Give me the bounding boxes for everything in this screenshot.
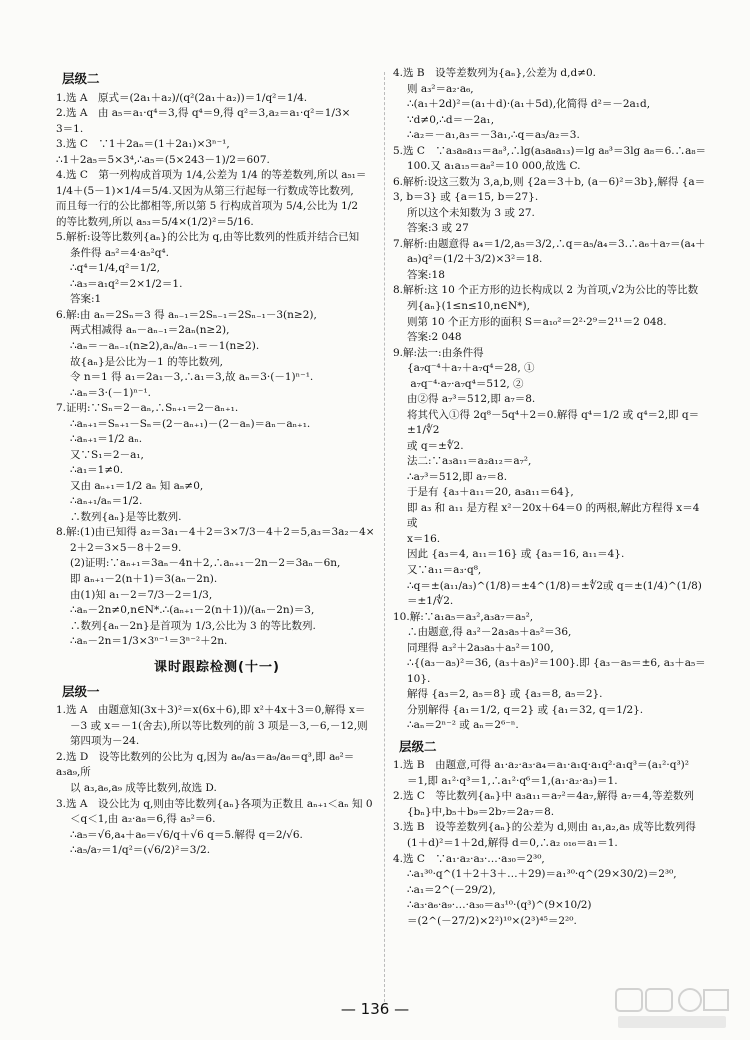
text-line: ∴a₁＝2^(－29/2),: [407, 883, 496, 896]
text-line: 列{aₙ}(1≤n≤10,n∈N*),: [407, 299, 530, 312]
text-line: ∴数列{aₙ}是等比数列.: [70, 510, 182, 523]
text-line: ∴{(a₃－a₅)²＝36, (a₃＋a₅)²＝100}.即 {a₃－a₅＝±6, a₃＋a₅＝10}.: [407, 657, 706, 685]
text-line: 两式相减得 aₙ－aₙ₋₁＝2aₙ(n≥2),: [70, 324, 230, 337]
text-line: 答案:1: [70, 293, 102, 306]
text-line: 令 n＝1 得 a₁＝2a₁－3,∴a₁＝3,故 aₙ＝3·(－1)ⁿ⁻¹.: [70, 371, 314, 384]
text-line: ∴a₂＝－a₁,a₃＝－3a₁,∴q＝a₃/a₂＝3.: [407, 129, 580, 142]
text-line: 则第 10 个正方形的面积 S＝a₁₀²＝2²·2⁹＝2¹¹＝2 048.: [407, 315, 667, 328]
text-line: 3.选 A 设公比为 q,则由等比数列{aₙ}各项为正数且 aₙ₊₁＜aₙ 知 0: [56, 797, 373, 810]
text-line: ∴aₙ₊₁/aₙ＝1/2.: [70, 495, 143, 508]
text-line: 答案:3 或 27: [407, 222, 469, 235]
text-line: 2.选 C 等比数列{aₙ}中 a₃a₁₁＝a₇²＝4a₇,解得 a₇＝4,等差数列: [393, 790, 695, 803]
text-line: 4.选 B 设等差数列为{aₙ},公差为 d,d≠0.: [393, 67, 597, 79]
text-line: 分别解得 {a₁＝1/2, q＝2} 或 {a₁＝32, q＝1/2}.: [407, 703, 644, 716]
text-line: ∴1＋2a₅＝5×3⁴,∴a₅＝(5×243－1)/2＝607.: [56, 153, 270, 166]
text-line: 10.解:∵a₁a₅＝a₃²,a₃a₇＝a₅²,: [393, 610, 534, 623]
text-line: 8.解析:这 10 个正方形的边长构成以 2 为首项,√2为公比的等比数: [393, 284, 699, 297]
text-line: ∴a₃＝a₁q²＝2×1/2＝1.: [70, 277, 183, 290]
text-line: {bₙ}中,b₅＋b₉＝2b₇＝2a₇＝8.: [407, 805, 555, 818]
text-line: 2.选 D 设等比数列的公比为 q,因为 a₆/a₃＝a₉/a₆＝q³,即 a₆²＝a₃a₉,所: [56, 750, 355, 779]
text-line: 9.解:法一:由条件得: [393, 346, 484, 359]
column-divider: [384, 72, 385, 1002]
text-line: 100.又 a₁a₁₅＝a₈²＝10 000,故选 C.: [407, 160, 581, 173]
text-line: 而且每一行的公比都相等,所以第 5 行构成首项为 5/4,公比为 1/2: [56, 200, 359, 213]
text-line: ∴a₅＝√6,a₄＋a₆＝√6/q＋√6 q＝5.解得 q＝2/√6.: [70, 828, 303, 841]
text-line: 1/4＋(5－1)×1/4＝5/4.又因为从第三行起每一行数成等比数列,: [56, 184, 354, 197]
text-line: 7.解析:由题意得 a₄＝1/2,a₅＝3/2,∴q＝a₅/a₄＝3.∴a₆＋a₇＝(a₄＋: [393, 237, 706, 250]
text-line: 2＋2＝3×5－8＋2＝9.: [70, 541, 182, 554]
text-line: a₇q⁻⁴·a₇·a₇q⁴＝512, ②: [407, 377, 524, 390]
text-line: 4.选 C ∵a₁·a₂·a₃·…·a₃₀＝2³⁰,: [393, 852, 545, 865]
left-column: [56, 66, 378, 859]
text-line: {a₇q⁻⁴＋a₇＋a₇q⁴＝28, ①: [407, 362, 535, 375]
text-line: 因此 {a₃＝4, a₁₁＝16} 或 {a₃＝16, a₁₁＝4}.: [407, 548, 625, 561]
text-line: 或 q＝±∜2.: [407, 439, 464, 452]
text-line: ∴数列{aₙ－2n}是首项为 1/3,公比为 3 的等比数列.: [70, 619, 316, 632]
text-line: 故{aₙ}是公比为－1 的等比数列,: [70, 355, 224, 368]
text-line: 1.选 A 原式＝(2a₁＋a₂)/(q²(2a₁＋a₂))＝1/q²＝1/4.: [56, 91, 308, 104]
text-line: ∴a₁＝1≠0.: [70, 464, 124, 477]
text-line: 1.选 B 由题意,可得 a₁·a₂·a₃·a₄＝a₁·a₁q·a₁q²·a₁q³＝(a₁²·q³)²: [393, 759, 689, 772]
page-number: — 136 —: [340, 1000, 410, 1018]
text-line: 6.解:由 aₙ＝2Sₙ＝3 得 aₙ₋₁＝2Sₙ₋₁＝2Sₙ₋₁－3(n≥2),: [56, 308, 317, 321]
text-line: 以 a₃,a₆,a₉ 成等比数列,故选 D.: [70, 782, 217, 795]
text-line: ∴q⁴＝1/4,q²＝1/2,: [70, 262, 161, 275]
section-heading: 层级一: [62, 683, 100, 699]
text-line: 4.选 C 第一列构成首项为 1/4,公差为 1/4 的等差数列,所以 a₅₁＝: [56, 169, 367, 182]
text-line: 同理得 a₃²＋2a₃a₅＋a₅²＝100,: [407, 641, 554, 654]
text-line: 条件得 a₅²＝4·a₅²q⁴.: [70, 246, 169, 259]
text-line: 则 a₃²＝a₂·a₆,: [407, 82, 474, 95]
watermark-logo: [614, 986, 732, 1032]
text-line: 于是有 {a₃＋a₁₁＝20, a₃a₁₁＝64},: [407, 486, 574, 499]
text-line: ＜q＜1,由 a₂·a₈＝6,得 a₅²＝6.: [70, 813, 216, 826]
text-line: ∴a₇³＝512,即 a₇＝8.: [407, 470, 508, 483]
text-line: ∴q＝±(a₁₁/a₃)^(1/8)＝±4^(1/8)＝±∜2或 q＝±(1/4)^(1/8)＝±1/∜2.: [407, 579, 702, 608]
text-line: 又由 aₙ₊₁＝1/2 aₙ 知 aₙ≠0,: [70, 479, 204, 492]
text-line: 2.选 A 由 a₅＝a₁·q⁴＝3,得 q⁴＝9,得 q²＝3,a₂＝a₁·q²＝1/3×: [56, 107, 351, 120]
text-line: ∴由题意,得 a₃²－2a₃a₅＋a₅²＝36,: [407, 626, 572, 639]
section-title: 课时跟踪检测(十一): [154, 659, 280, 675]
text-line: 3＝1.: [56, 122, 84, 135]
text-line: a₅)q²＝(1/2＋3/2)×3²＝18.: [407, 253, 543, 266]
text-line: (1＋d)²＝1＋2d,解得 d＝0,∴a₂ ₀₁₆＝a₁＝1.: [407, 837, 618, 849]
text-line: 所以这个未知数为 3 或 27.: [407, 206, 535, 219]
text-line: ∴aₙ－2n＝1/3×3ⁿ⁻¹＝3ⁿ⁻²＋2n.: [70, 635, 228, 648]
text-line: 3.选 C ∵1＋2aₙ＝(1＋2a₁)×3ⁿ⁻¹,: [56, 138, 230, 151]
text-line: 答案:18: [407, 268, 445, 281]
text-line: ∴(a₁＋2d)²＝(a₁＋d)·(a₁＋5d),化简得 d²＝－2a₁d,: [407, 98, 651, 111]
text-line: 第四项为－24.: [70, 735, 140, 748]
text-line: 又∵S₁＝2－a₁,: [70, 448, 144, 461]
text-line: －3 或 x＝－1(舍去),所以等比数列的前 3 项是－3,－6,－12,则: [70, 719, 368, 732]
text-line: ∴aₙ＝－aₙ₋₁(n≥2),aₙ/aₙ₋₁＝－1(n≥2).: [70, 340, 260, 352]
section-heading: 层级二: [399, 738, 437, 754]
text-line: ∴aₙ＝3·(－1)ⁿ⁻¹.: [70, 386, 152, 399]
text-line: ∵d≠0,∴d＝－2a₁,: [407, 113, 495, 126]
section-heading: 层级二: [62, 71, 100, 86]
text-line: 由②得 a₇³＝512,即 a₇＝8.: [407, 393, 536, 406]
text-line: 8.解:(1)由已知得 a₂＝3a₁－4＋2＝3×7/3－4＋2＝5,a₃＝3a₂－4×: [56, 526, 375, 539]
text-line: 6.解析:设这三数为 3,a,b,则 {2a＝3＋b, (a－6)²＝3b},解得 {a＝3, b＝3} 或 {a＝15, b＝27}.: [393, 175, 706, 204]
text-line: ∴aₙ－2n≠0,n∈N*.∴(aₙ₊₁－2(n＋1))/(aₙ－2n)＝3,: [70, 604, 315, 617]
text-line: 的等比数列,所以 a₅₃＝5/4×(1/2)²＝5/16.: [56, 215, 254, 228]
right-column: [393, 66, 711, 929]
text-line: ∴a₅/a₇＝1/q²＝(√6/2)²＝3/2.: [70, 844, 211, 857]
text-line: 即 a₃ 和 a₁₁ 是方程 x²－20x＋64＝0 的两根,解此方程得 x＝4 或: [407, 501, 703, 530]
text-line: 3.选 B 设等差数列{aₙ}的公差为 d,则由 a₁,a₂,a₅ 成等比数列得: [393, 821, 696, 834]
text-line: 法二:∵a₃a₁₁＝a₂a₁₂＝a₇²,: [407, 455, 532, 468]
text-line: 又∵a₁₁＝a₃·q⁸,: [407, 564, 482, 576]
text-line: x＝16.: [407, 532, 441, 545]
text-line: 答案:2 048: [407, 331, 462, 344]
text-line: 将其代入①得 2q⁸－5q⁴＋2＝0.解得 q⁴＝1/2 或 q⁴＝2,即 q＝±1/∜2: [407, 408, 700, 437]
text-line: 即 aₙ₊₁－2(n＋1)＝3(aₙ－2n).: [70, 572, 218, 585]
text-line: ∴aₙ＝2ⁿ⁻² 或 aₙ＝2⁶⁻ⁿ.: [407, 719, 519, 732]
text-line: ∴a₁³⁰·q^(1＋2＋3＋…＋29)＝a₁³⁰·q^(29×30/2)＝2³⁰,: [407, 868, 677, 881]
text-line: 5.解析:设等比数列{aₙ}的公比为 q,由等比数列的性质并结合已知: [56, 231, 360, 244]
text-line: 7.证明:∵Sₙ＝2－aₙ,∴Sₙ₊₁＝2－aₙ₊₁.: [56, 402, 239, 415]
text-line: 由(1)知 a₁－2＝7/3－2＝1/3,: [70, 588, 213, 601]
text-line: 1.选 A 由题意知(3x＋3)²＝x(6x＋6),即 x²＋4x＋3＝0,解得 x＝: [56, 704, 366, 717]
text-line: ＝(2^(－27/2)×2²)¹⁰×(2³)⁴⁵＝2²⁰.: [407, 914, 577, 927]
text-line: ＝1,即 a₁²·q³＝1,∴a₁²·q⁶＝1,(a₁·a₂·a₃)＝1.: [407, 774, 618, 787]
text-line: 解得 {a₃＝2, a₅＝8} 或 {a₃＝8, a₅＝2}.: [407, 688, 603, 701]
text-line: 5.选 C ∵a₃a₈a₁₃＝a₈³,∴lg(a₃a₈a₁₃)＝lg a₈³＝3lg a₈＝6.∴a₈＝: [393, 144, 707, 157]
text-line: ∴a₃·a₆·a₉·…·a₃₀＝a₃¹⁰·(q³)^(9×10/2): [407, 899, 592, 912]
text-line: ∴aₙ₊₁＝Sₙ₊₁－Sₙ＝(2－aₙ₊₁)－(2－aₙ)＝aₙ－aₙ₊₁.: [70, 417, 311, 430]
text-line: ∴aₙ₊₁＝1/2 aₙ.: [70, 433, 143, 446]
text-line: (2)证明:∵aₙ₊₁＝3aₙ－4n＋2,∴aₙ₊₁－2n－2＝3aₙ－6n,: [70, 557, 341, 570]
